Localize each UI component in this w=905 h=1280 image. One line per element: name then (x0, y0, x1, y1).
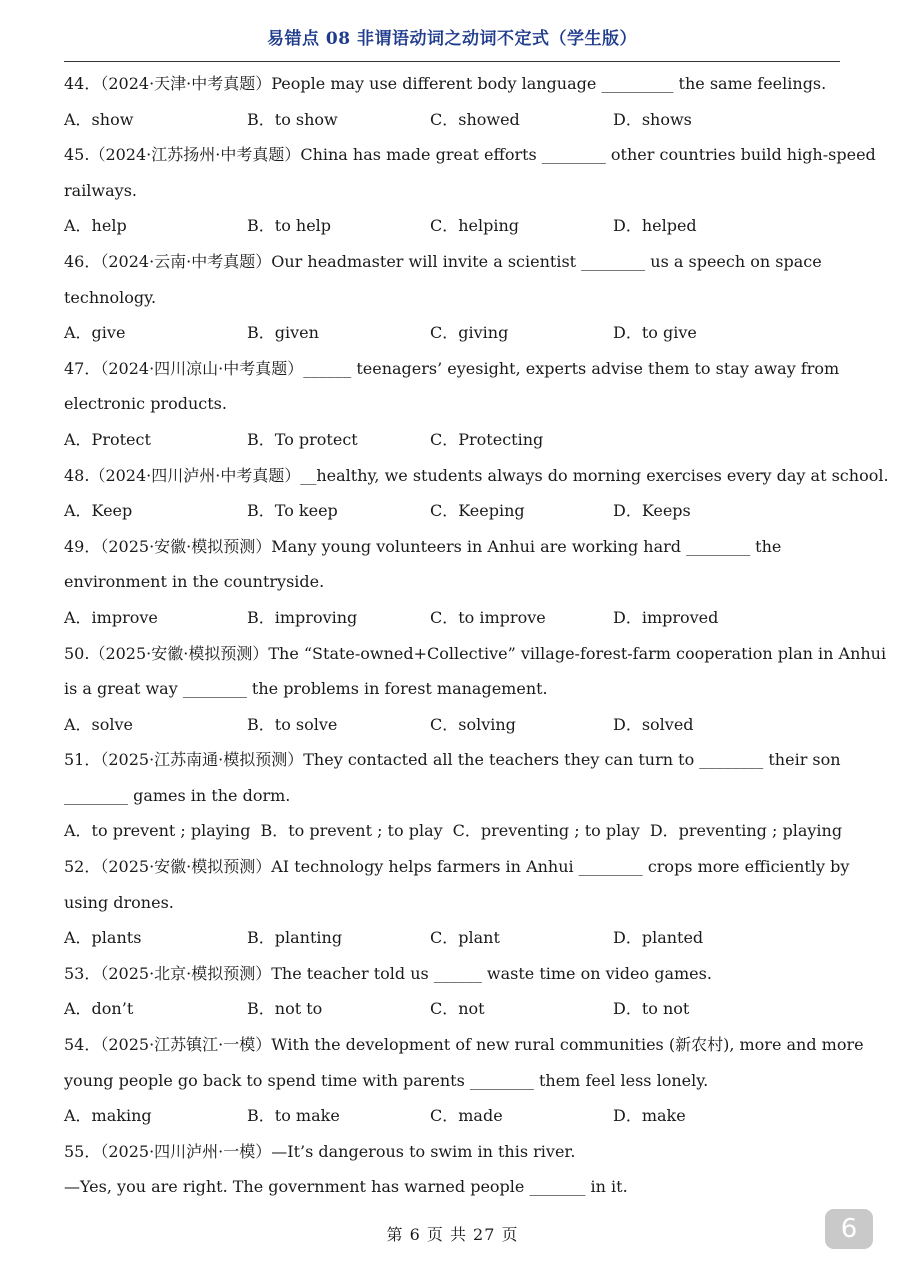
question-text-line: young people go back to spend time with parents ________ them feel less lonely. (64, 1070, 709, 1090)
question-text-line: 52．（2025·安徽·模拟预测）AI technology helps farmers in Anhui ________ crops more efficiently by (64, 857, 850, 877)
answer-option: B．given (247, 323, 319, 343)
answer-option: B．to solve (247, 714, 338, 734)
answer-option: C．Protecting (430, 429, 544, 449)
question-text-line: 50.（2025·安徽·模拟预测）The “State-owned+Collective” village-forest-farm cooperation plan in Anhui (64, 643, 887, 663)
answer-options (64, 102, 844, 138)
answer-option: D．improved (613, 607, 719, 627)
question-text-line: railways. (64, 180, 137, 200)
question-text-line: 44．（2024·天津·中考真题）People may use different body language _________ the same feelings. (64, 74, 827, 93)
answer-options (64, 991, 844, 1027)
answer-option: D．shows (613, 109, 692, 129)
question-text-line: electronic products. (64, 394, 227, 414)
answer-option: B．improving (247, 607, 358, 627)
answer-option: A．Protect (64, 429, 151, 449)
answer-option: D．planted (613, 928, 704, 948)
question-text-line: 49．（2025·安徽·模拟预测）Many young volunteers in Anhui are working hard ________ the (64, 536, 782, 556)
question-text-line: 53．（2025·北京·模拟预测）The teacher told us ______ waste time on video games. (64, 963, 712, 983)
question-item (64, 742, 844, 849)
answer-option: A．show (64, 109, 134, 129)
answer-option: C．helping (430, 216, 520, 236)
answer-option: A．give (64, 323, 126, 343)
question-item (64, 529, 844, 636)
question-text-line: 55．（2025·四川泸州·一模）—It’s dangerous to swim in this river. (64, 1141, 576, 1161)
question-text-line: 46．（2024·云南·中考真题）Our headmaster will invite a scientist ________ us a speech on space (64, 251, 822, 271)
question-text-line: is a great way ________ the problems in forest management. (64, 679, 548, 699)
question-item (64, 458, 889, 529)
answer-option: A．help (64, 216, 127, 236)
answer-option: B．not to (247, 999, 323, 1019)
question-text-line: 47．（2024·四川凉山·中考真题）______ teenagers’ eyesight, experts advise them to stay away from (64, 358, 840, 378)
question-text-line: 54．（2025·江苏镇江·一模）With the development of new rural communities (新农村), more and more (64, 1035, 864, 1055)
answer-options (64, 920, 844, 956)
answer-option: D．make (613, 1106, 686, 1126)
answer-option: D．to not (613, 999, 690, 1019)
page-header-title: 易错点 08 非谓语动词之动词不定式（学生版） (267, 29, 637, 49)
answer-option: A．solve (64, 714, 134, 734)
question-item (64, 956, 844, 1027)
answer-option: A．improve (64, 607, 158, 627)
answer-option: C．giving (430, 323, 509, 343)
answer-option: A．making (64, 1106, 152, 1126)
question-item (64, 1134, 844, 1205)
answer-options (64, 813, 844, 849)
answer-option: D．preventing ; playing (649, 821, 843, 841)
question-item (64, 636, 887, 743)
question-text-line: technology. (64, 287, 157, 307)
question-item (64, 137, 876, 244)
answer-option: A．plants (64, 928, 142, 948)
answer-options (64, 315, 844, 351)
question-item (64, 849, 850, 956)
answer-option: C．not (430, 999, 485, 1019)
answer-option: C．plant (430, 928, 500, 948)
question-text-line: 51．（2025·江苏南通·模拟预测）They contacted all the teachers they can turn to ________ their son (64, 750, 841, 770)
question-text-line: using drones. (64, 892, 174, 912)
answer-option: A．to prevent ; playing (64, 821, 251, 841)
answer-option: B．To protect (247, 429, 358, 449)
question-text-line: —Yes, you are right. The government has warned people _______ in it. (64, 1177, 628, 1197)
question-text-line: environment in the countryside. (64, 572, 325, 592)
question-list (64, 66, 889, 1205)
answer-option: B．to prevent ; to play (260, 821, 443, 841)
question-item (64, 244, 844, 351)
answer-option: B．to make (247, 1106, 340, 1126)
question-item (64, 1027, 864, 1134)
answer-option: C．Keeping (430, 501, 525, 521)
answer-option: C．preventing ; to play (452, 821, 640, 841)
answer-option: B．to show (247, 109, 338, 129)
question-item (64, 66, 844, 137)
answer-option: A．Keep (64, 501, 133, 521)
answer-option: B．planting (247, 928, 343, 948)
answer-options (64, 1098, 844, 1134)
answer-option: D．to give (613, 323, 697, 343)
answer-option: C．showed (430, 109, 520, 129)
answer-option: A．don’t (64, 999, 134, 1019)
answer-option: C．solving (430, 714, 516, 734)
page-footer: 第 6 页 共 27 页 (386, 1225, 519, 1244)
answer-options (64, 493, 844, 529)
answer-option: B．to help (247, 216, 332, 236)
answer-option: C．made (430, 1106, 503, 1126)
question-text-line: ________ games in the dorm. (64, 785, 291, 805)
answer-options (64, 422, 844, 458)
question-text-line: 45.（2024·江苏扬州·中考真题）China has made great efforts ________ other countries build high-speed (64, 145, 876, 165)
header-divider (64, 61, 840, 62)
answer-options (64, 707, 844, 743)
page-number-badge: 6 (825, 1209, 873, 1249)
answer-option: D．solved (613, 714, 694, 734)
answer-option: D．helped (613, 216, 697, 236)
answer-option: C．to improve (430, 607, 546, 627)
answer-options (64, 208, 844, 244)
question-item (64, 351, 844, 458)
answer-option: D．Keeps (613, 501, 691, 521)
question-text-line: 48.（2024·四川泸州·中考真题）__healthy, we students always do morning exercises every day at school. (64, 465, 889, 485)
answer-options (64, 600, 844, 636)
answer-option: B．To keep (247, 501, 338, 521)
